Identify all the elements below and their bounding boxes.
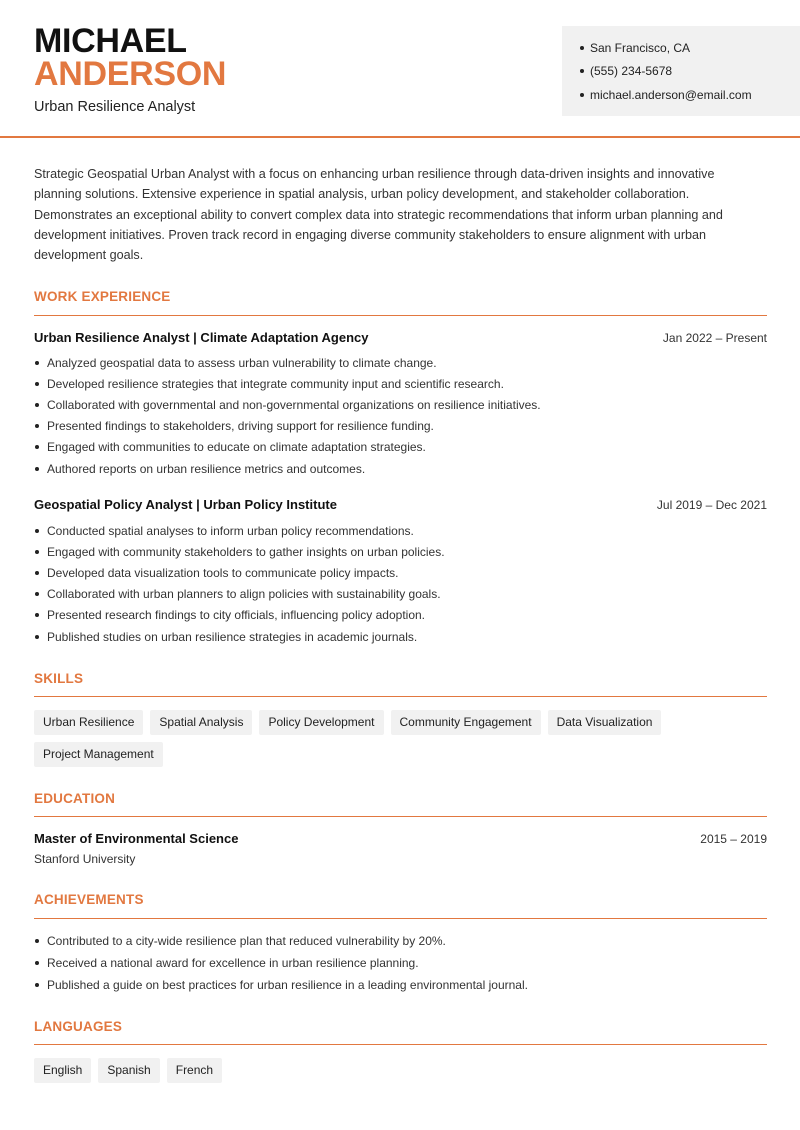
list-item bbox=[34, 605, 445, 626]
section-divider bbox=[34, 1044, 767, 1045]
bullet-icon bbox=[35, 961, 39, 965]
bullet-icon bbox=[35, 403, 39, 407]
language-tag: French bbox=[167, 1058, 222, 1083]
bullet-icon bbox=[35, 983, 39, 987]
bullet-text: Presented findings to stakeholders, driving support for resilience funding. bbox=[47, 419, 434, 434]
bullet-text: Collaborated with governmental and non-governmental organizations on resilience initiatives. bbox=[47, 397, 541, 412]
list-item bbox=[34, 541, 445, 562]
achievements-list bbox=[34, 930, 774, 996]
education-degree: Master of Environmental Science bbox=[34, 831, 239, 846]
bullet-text: Conducted spatial analyses to inform urban policy recommendations. bbox=[47, 523, 414, 538]
list-item bbox=[34, 584, 445, 605]
job-bullet-list bbox=[34, 520, 445, 647]
location-text: San Francisco, CA bbox=[590, 40, 691, 55]
bullet-icon bbox=[35, 445, 39, 449]
skill-tag: Policy Development bbox=[259, 710, 383, 735]
bullet-icon bbox=[580, 69, 584, 73]
skill-tag: Community Engagement bbox=[391, 710, 541, 735]
section-divider bbox=[34, 816, 767, 817]
bullet-text: Collaborated with urban planners to align policies with sustainability goals. bbox=[47, 587, 441, 602]
bullet-text: Published studies on urban resilience strategies in academic journals. bbox=[47, 629, 418, 644]
section-divider bbox=[34, 315, 767, 316]
bullet-text: Developed data visualization tools to communicate policy impacts. bbox=[47, 565, 399, 580]
job-dates: Jan 2022 – Present bbox=[662, 331, 767, 345]
list-item bbox=[34, 930, 774, 952]
bullet-text: Engaged with communities to educate on climate adaptation strategies. bbox=[47, 440, 426, 455]
bullet-icon bbox=[35, 939, 39, 943]
education-dates: 2015 – 2019 bbox=[700, 832, 767, 846]
bullet-text: Developed resilience strategies that integrate community input and scientific research. bbox=[47, 376, 504, 391]
contact-phone bbox=[580, 60, 800, 84]
contact-location bbox=[580, 36, 800, 60]
bullet-icon bbox=[35, 550, 39, 554]
job-heading: Urban Resilience Analyst | Climate Adaptation Agency bbox=[34, 330, 369, 345]
skill-tag: Spatial Analysis bbox=[150, 710, 252, 735]
list-item bbox=[34, 437, 541, 458]
section-title-achievements: ACHIEVEMENTS bbox=[34, 892, 144, 907]
list-item bbox=[34, 562, 445, 583]
section-divider bbox=[34, 696, 767, 697]
job-bullet-list bbox=[34, 352, 541, 479]
bullet-icon bbox=[35, 592, 39, 596]
bullet-text: Presented research findings to city officials, influencing policy adoption. bbox=[47, 608, 425, 623]
summary-paragraph: Strategic Geospatial Urban Analyst with a focus on enhancing urban resilience through data-driven insights and innovative planning solutions. Extensive experience in spatial analysis, urban policy development, and stakeholder collaboration. Demonstrates an exceptional ability to convert complex data into strategic recommendations that inform urban planning and development initiatives. Proven track record in engaging diverse community stakeholders to ensure alignment with urban development goals. bbox=[34, 167, 723, 263]
list-item bbox=[34, 520, 445, 541]
bullet-icon bbox=[35, 571, 39, 575]
bullet-icon bbox=[35, 529, 39, 533]
list-item bbox=[34, 352, 541, 373]
list-item bbox=[34, 458, 541, 479]
language-tag: Spanish bbox=[98, 1058, 159, 1083]
bullet-text: Analyzed geospatial data to assess urban vulnerability to climate change. bbox=[47, 355, 437, 370]
bullet-text: Published a guide on best practices for urban resilience in a leading environmental journal. bbox=[47, 978, 528, 992]
language-tag: English bbox=[34, 1058, 91, 1083]
contact-box bbox=[562, 26, 800, 116]
job-dates: Jul 2019 – Dec 2021 bbox=[656, 498, 767, 512]
bullet-text: Authored reports on urban resilience metrics and outcomes. bbox=[47, 461, 366, 476]
bullet-text: Contributed to a city-wide resilience plan that reduced vulnerability by 20%. bbox=[47, 934, 446, 948]
bullet-icon bbox=[35, 467, 39, 471]
bullet-icon bbox=[35, 424, 39, 428]
first-name: MICHAEL bbox=[34, 22, 187, 60]
skill-tag: Data Visualization bbox=[548, 710, 662, 735]
list-item bbox=[34, 416, 541, 437]
bullet-icon bbox=[35, 613, 39, 617]
bullet-icon bbox=[35, 635, 39, 639]
job-heading: Geospatial Policy Analyst | Urban Policy Institute bbox=[34, 497, 337, 512]
bullet-icon bbox=[35, 382, 39, 386]
resume-header bbox=[0, 0, 800, 138]
contact-email bbox=[580, 83, 800, 107]
skills-tag-list bbox=[34, 710, 774, 767]
languages-tag-list bbox=[34, 1058, 774, 1083]
bullet-text: Received a national award for excellence in urban resilience planning. bbox=[47, 956, 419, 970]
list-item bbox=[34, 952, 774, 974]
section-title-skills: SKILLS bbox=[34, 671, 84, 686]
section-title-work: WORK EXPERIENCE bbox=[34, 289, 171, 304]
job-title: Urban Resilience Analyst bbox=[34, 99, 196, 115]
bullet-icon bbox=[580, 46, 584, 50]
email-text: michael.anderson@email.com bbox=[590, 87, 752, 102]
skill-tag: Project Management bbox=[34, 742, 163, 767]
skill-tag: Urban Resilience bbox=[34, 710, 143, 735]
section-title-languages: LANGUAGES bbox=[34, 1019, 123, 1034]
bullet-text: Engaged with community stakeholders to gather insights on urban policies. bbox=[47, 544, 445, 559]
bullet-icon bbox=[580, 93, 584, 97]
section-divider bbox=[34, 918, 767, 919]
phone-text: (555) 234-5678 bbox=[590, 64, 673, 79]
list-item bbox=[34, 394, 541, 415]
list-item bbox=[34, 373, 541, 394]
bullet-icon bbox=[35, 361, 39, 365]
list-item bbox=[34, 626, 445, 647]
last-name: ANDERSON bbox=[34, 55, 227, 93]
list-item bbox=[34, 974, 774, 996]
education-school: Stanford University bbox=[34, 852, 136, 866]
section-title-education: EDUCATION bbox=[34, 791, 116, 806]
